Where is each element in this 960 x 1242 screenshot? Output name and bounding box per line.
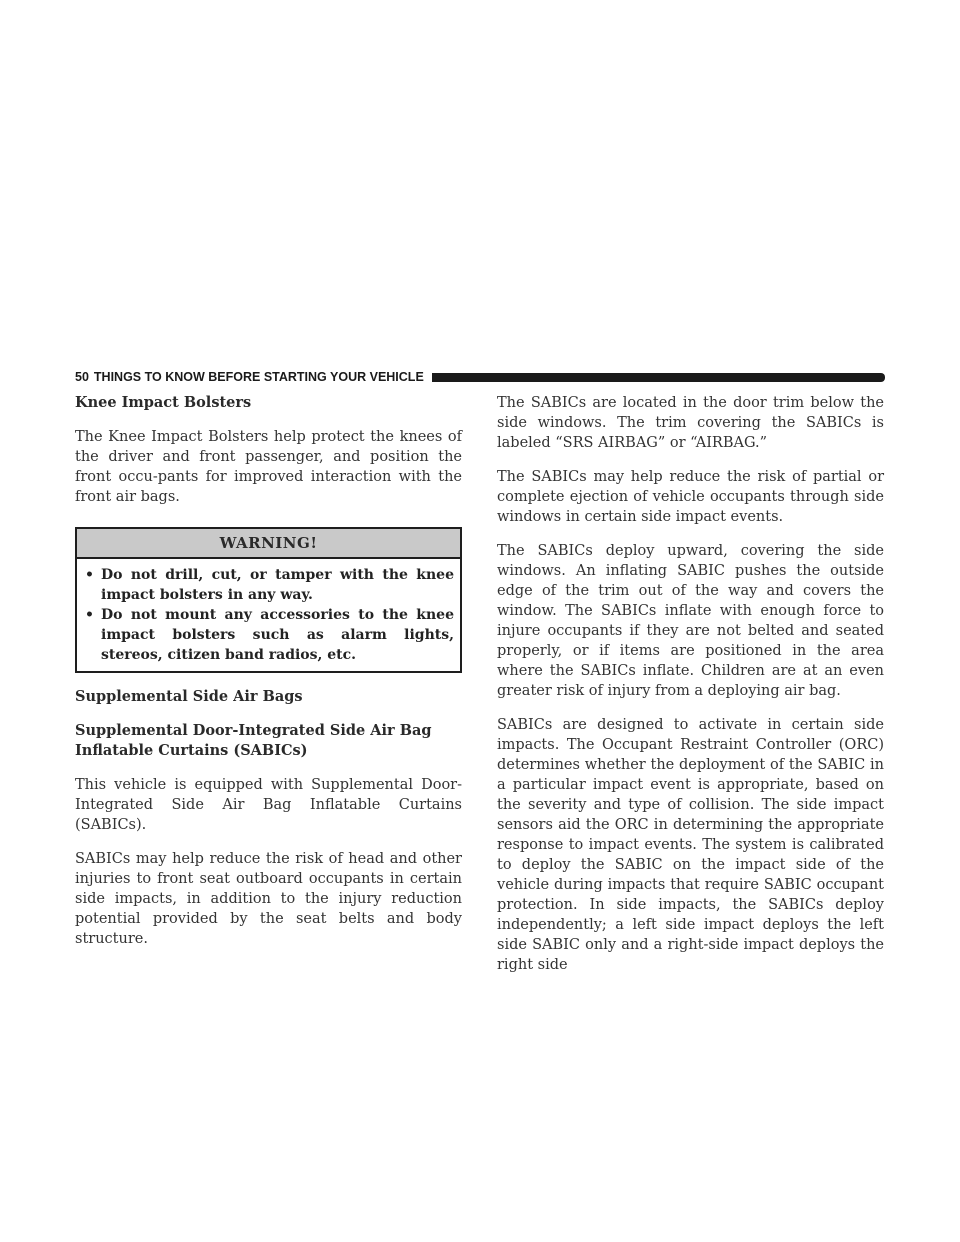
header-rule [432,373,885,382]
subheading-sabics: Supplemental Door-Integrated Side Air Bag Inflatable Curtains (SABICs) [75,722,432,759]
page-header [75,369,885,385]
bullet-icon: • [85,567,94,583]
warning-box [75,527,462,673]
heading-knee-impact-bolsters: Knee Impact Bolsters [75,394,252,411]
section-title: THINGS TO KNOW BEFORE STARTING YOUR VEHICLE [93,370,424,384]
heading-supplemental-side-air-bags: Supplemental Side Air Bags [75,688,303,705]
paragraph-activate: SABICs are designed to activate in certain side impacts. The Occupant Restraint Controller (ORC) determines whether the deployment of the SABIC in a particular impact event is appropriate, based on the severity and type of collision. The side impact sensors aid the ORC in determining the appropriate response to impact events. The system is calibrated to deploy the SABIC on the impact side of the vehicle during impacts that require SABIC occupant protection. In side impacts, the SABICs deploy independently; a left side impact deploys the left side SABIC only and a right-side impact deploys the right side [497,717,884,973]
warning-item [83,605,454,665]
warning-item-text: Do not mount any accessories to the knee impact bolsters such as alarm lights, stereos, citizen band radios, etc. [101,607,454,663]
paragraph-knee-bolsters: The Knee Impact Bolsters help protect the knees of the driver and front passenger, and position the front occu-pants for improved interaction with the front air bags. [75,429,462,505]
paragraph-deploy: The SABICs deploy upward, covering the side windows. An inflating SABIC pushes the outside edge of the trim out of the way and covers the window. The SABICs inflate with enough force to injure occupants if they are not belted and seated properly, or if items are positioned in the area where the SABICs inflate. Children are at an even greater risk of injury from a deploying air bag. [497,543,884,699]
warning-title: WARNING! [77,529,460,559]
warning-list [77,559,460,671]
warning-item [83,565,454,605]
paragraph-ejection: The SABICs may help reduce the risk of partial or complete ejection of vehicle occupants through side windows in certain side impact events. [497,469,884,525]
page-number: 50 [75,370,89,384]
paragraph-located: The SABICs are located in the door trim below the side windows. The trim covering the SABICs is labeled “SRS AIRBAG” or “AIRBAG.” [497,395,884,451]
paragraph-reduce-risk: SABICs may help reduce the risk of head and other injuries to front seat outboard occupants in certain side impacts, in addition to the injury reduction potential provided by the seat belts and body structure. [75,851,462,947]
warning-item-text: Do not drill, cut, or tamper with the knee impact bolsters in any way. [101,567,454,603]
paragraph-equipped: This vehicle is equipped with Supplemental Door-Integrated Side Air Bag Inflatable Curtains (SABICs). [75,777,462,833]
right-column [497,393,884,975]
bullet-icon: • [85,607,94,623]
left-column [75,393,462,949]
